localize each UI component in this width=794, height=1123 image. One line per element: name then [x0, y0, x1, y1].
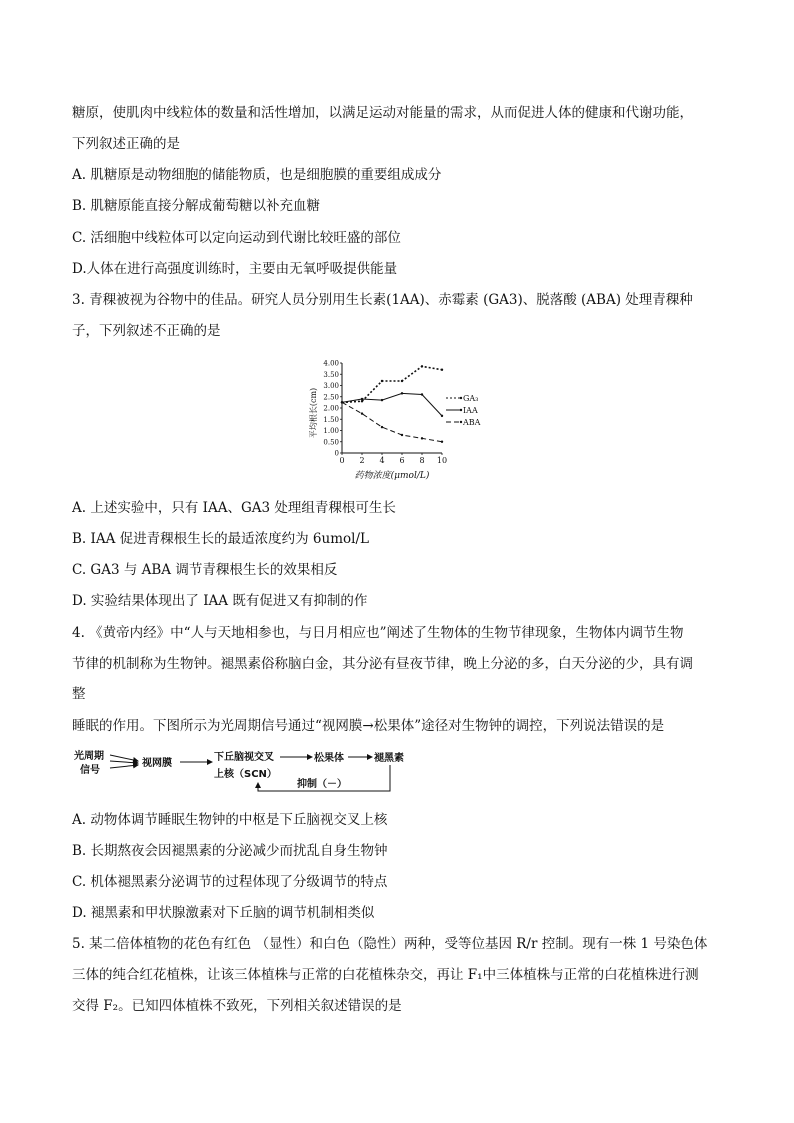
signal-arrow: [110, 755, 138, 761]
data-point: [421, 365, 423, 367]
data-point: [361, 412, 363, 414]
x-tick-label: 0: [339, 456, 345, 465]
data-point: [401, 380, 403, 382]
option-b: B. IAA 促进青稞根生长的最适浓度约为 6umol/L: [72, 531, 369, 547]
option-a: A. 动物体调节睡眠生物钟的中枢是下丘脑视交叉上核: [72, 812, 388, 828]
option-a: A. 肌糖原是动物细胞的储能物质，也是细胞膜的重要组成成分: [72, 167, 442, 183]
retina-label: 视网膜: [142, 758, 172, 769]
y-tick-label: 0.50: [323, 438, 339, 447]
x-tick-label: 8: [419, 456, 425, 465]
series-line-2: [342, 402, 442, 441]
question-5-stem-cont: 交得 F₂。已知四体植株不致死，下列相关叙述错误的是: [72, 998, 402, 1014]
option-b: B. 肌糖原能直接分解成葡萄糖以补充血糖: [72, 198, 321, 214]
y-tick-label: 3.50: [323, 370, 339, 379]
option-a: A. 上述实验中，只有 IAA、GA3 处理组青稞根可生长: [72, 500, 396, 516]
data-point: [381, 426, 383, 428]
data-point: [341, 401, 343, 403]
x-axis-label: 药物浓度(μmol/L): [354, 471, 430, 480]
root-length-chart: [305, 355, 485, 480]
paragraph-line: 糖原，使肌肉中线粒体的数量和活性增加，以满足运动对能量的需求，从而促进人体的健康和代谢功能，: [72, 105, 693, 121]
question-5-stem: 5. 某二倍体植物的花色有红色 （显性）和白色（隐性）两种，受等位基因 R/r 控制。现有一株 1 号染色体: [72, 936, 708, 952]
y-tick-label: 0: [334, 449, 339, 458]
data-point: [381, 380, 383, 382]
question-4-stem-cont: 睡眠的作用。下图所示为光周期信号通过“视网膜→松果体”途径对生物钟的调控，下列说法错误的是: [72, 718, 665, 734]
y-tick-label: 1.50: [323, 415, 339, 424]
signal-arrow: [110, 761, 138, 763]
question-prompt: 下列叙述正确的是: [72, 136, 180, 152]
melatonin-label: 褪黑素: [374, 753, 404, 764]
option-c: C. GA3 与 ABA 调节青稞根生长的效果相反: [72, 562, 338, 578]
light-signal-label: 信号: [80, 765, 100, 776]
question-5-stem-cont: 三体的纯合红花植株，让该三体植株与正常的白花植株杂交，再让 F₁中三体植株与正常的白花植株进行测: [72, 967, 699, 983]
y-tick-label: 2.00: [323, 404, 339, 413]
legend-marker: [460, 409, 462, 411]
legend-label: GA₃: [463, 394, 479, 403]
option-c: C. 机体褪黑素分泌调节的过程体现了分级调节的特点: [72, 874, 388, 890]
x-tick-label: 10: [436, 456, 448, 465]
option-b: B. 长期熬夜会因褪黑素的分泌减少而扰乱自身生物钟: [72, 843, 388, 859]
option-d: D. 褪黑素和甲状腺激素对下丘脑的调节机制相类似: [72, 905, 375, 921]
question-4-stem-cont: 整: [72, 686, 86, 702]
question-4-stem-cont: 节律的机制称为生物钟。褪黑素俗称脑白金，其分泌有昼夜节律，晚上分泌的多，白天分泌的少，具有调: [72, 656, 693, 672]
signal-arrow: [110, 765, 138, 768]
data-point: [421, 393, 423, 395]
light-signal-label: 光周期: [74, 751, 104, 762]
y-tick-label: 2.50: [323, 393, 339, 402]
x-tick-label: 4: [379, 456, 385, 465]
biological-clock-diagram: [72, 745, 422, 795]
data-point: [361, 398, 363, 400]
question-3-stem: 3. 青稞被视为谷物中的佳品。研究人员分别用生长素(1AA)、赤霉素 (GA3)、脱落酸 (ABA) 处理青稞种: [72, 292, 693, 308]
x-tick-label: 2: [359, 456, 365, 465]
option-c: C. 活细胞中线粒体可以定向运动到代谢比较旺盛的部位: [72, 230, 401, 246]
option-d: D. 实验结果体现出了 IAA 既有促进又有抑制的作: [72, 593, 368, 609]
pineal-label: 松果体: [314, 753, 344, 764]
data-point: [441, 369, 443, 371]
y-axis-label: 平均根长(cm): [309, 387, 318, 439]
y-tick-label: 1.00: [323, 427, 339, 435]
legend-label: IAA: [463, 406, 478, 415]
legend-marker: [460, 397, 462, 399]
x-tick-label: 6: [399, 456, 405, 465]
data-point: [441, 441, 443, 443]
legend-marker: [460, 421, 462, 423]
scn-label: 下丘脑视交叉: [214, 752, 274, 763]
data-point: [401, 434, 403, 436]
data-point: [361, 400, 363, 402]
question-3-stem-cont: 子，下列叙述不正确的是: [72, 323, 221, 339]
data-point: [441, 415, 443, 417]
scn-label: 上核（SCN）: [214, 769, 277, 780]
inhibit-label: 抑制（－）: [297, 779, 347, 790]
series-line-1: [342, 393, 442, 416]
legend-label: ABA: [463, 418, 481, 427]
option-d: D.人体在进行高强度训练时，主要由无氧呼吸提供能量: [72, 261, 398, 277]
y-tick-label: 4.00: [323, 359, 339, 368]
y-tick-label: 3.00: [323, 382, 339, 390]
data-point: [421, 437, 423, 439]
question-4-stem: 4. 《黄帝内经》中“人与天地相参也，与日月相应也”阐述了生物体的生物节律现象，生物体内调节生物: [72, 625, 684, 641]
data-point: [401, 392, 403, 394]
data-point: [381, 399, 383, 401]
